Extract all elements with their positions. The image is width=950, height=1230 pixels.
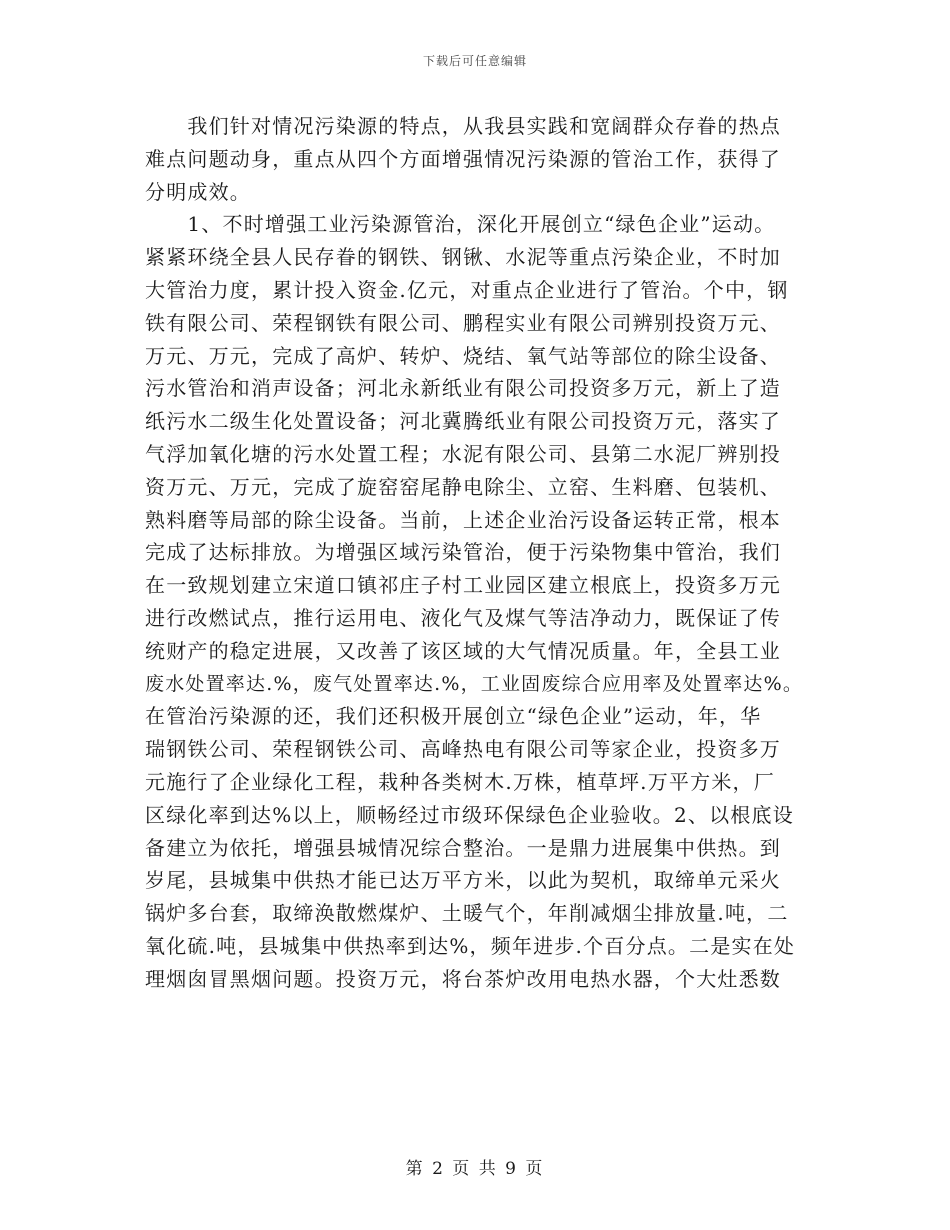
text-line: 紧紧环绕全县人民存眷的钢铁、钢锹、水泥等重点污染企业，不时加: [145, 245, 781, 270]
text-line: 理烟囱冒黑烟问题。投资万元，将台茶炉改用电热水器，个大灶悉数: [145, 966, 781, 991]
text-line: 统财产的稳定进展，又改善了该区域的大气情况质量。年，全县工业: [145, 638, 781, 663]
text-line: 废水处置率达.%，废气处置率达.%，工业固废综合应用率及处置率达%。: [145, 672, 804, 695]
text-line: 氧化硫.吨，县城集中供热率到达%，频年进步.个百分点。二是实在处: [145, 933, 796, 958]
text-line: 岁尾，县城集中供热才能已达万平方米，以此为契机，取缔单元采火: [145, 868, 781, 893]
document-body: [145, 110, 810, 996]
text-line: 区绿化率到达%以上，顺畅经过市级环保绿色企业验收。2、以根底设: [145, 802, 794, 827]
text-line: 1、不时增强工业污染源管治，深化开展创立“绿色企业”运动。: [145, 212, 776, 237]
text-line: 熟料磨等局部的除尘设备。当前，上述企业治污设备运转正常，根本: [145, 507, 781, 532]
text-line: 铁有限公司、荣程钢铁有限公司、鹏程实业有限公司辨别投资万元、: [145, 310, 781, 335]
text-line: 进行改燃试点，推行运用电、液化气及煤气等洁净动力，既保证了传: [145, 605, 781, 630]
text-line: 污水管治和消声设备；河北永新纸业有限公司投资多万元，新上了造: [145, 376, 781, 401]
text-line: 资万元、万元，完成了旋窑窑尾静电除尘、立窑、生料磨、包装机、: [145, 474, 781, 499]
page-header: 下载后可任意编辑: [422, 54, 527, 68]
text-line: 难点问题动身，重点从四个方面增强情况污染源的管治工作，获得了: [145, 146, 781, 171]
text-line: 我们针对情况污染源的特点，从我县实践和宽阔群众存眷的热点: [145, 114, 781, 138]
text-line: 锅炉多台套，取缔涣散燃煤炉、土暖气个，年削减烟尘排放量.吨，二: [145, 901, 789, 926]
text-line: 元施行了企业绿化工程，栽种各类树木.万株，植草坪.万平方米，厂: [145, 769, 775, 794]
text-line: 在一致规划建立宋道口镇祁庄子村工业园区建立根底上，投资多万元: [145, 573, 781, 598]
text-line: 分明成效。: [145, 179, 251, 204]
text-line: 大管治力度，累计投入资金.亿元，对重点企业进行了管治。个中，钢: [145, 277, 789, 302]
text-line: 气浮加氧化塘的污水处置工程；水泥有限公司、县第二水泥厂辨别投: [145, 441, 781, 466]
text-line: 瑞钢铁公司、荣程钢铁公司、高峰热电有限公司等家企业，投资多万: [145, 737, 781, 762]
text-line: 备建立为依托，增强县城情况综合整治。一是鼎力进展集中供热。到: [145, 835, 781, 860]
text-line: 在管治污染源的还，我们还积极开展创立“绿色企业”运动，年，华: [145, 704, 762, 729]
text-line: 纸污水二级生化处置设备；河北冀腾纸业有限公司投资万元，落实了: [145, 409, 781, 434]
text-line: 万元、万元，完成了高炉、转炉、烧结、氧气站等部位的除尘设备、: [145, 343, 781, 368]
page-footer: 第 2 页 共 9 页: [405, 1159, 545, 1179]
text-line: 完成了达标排放。为增强区域污染管治，便于污染物集中管治，我们: [145, 540, 781, 565]
